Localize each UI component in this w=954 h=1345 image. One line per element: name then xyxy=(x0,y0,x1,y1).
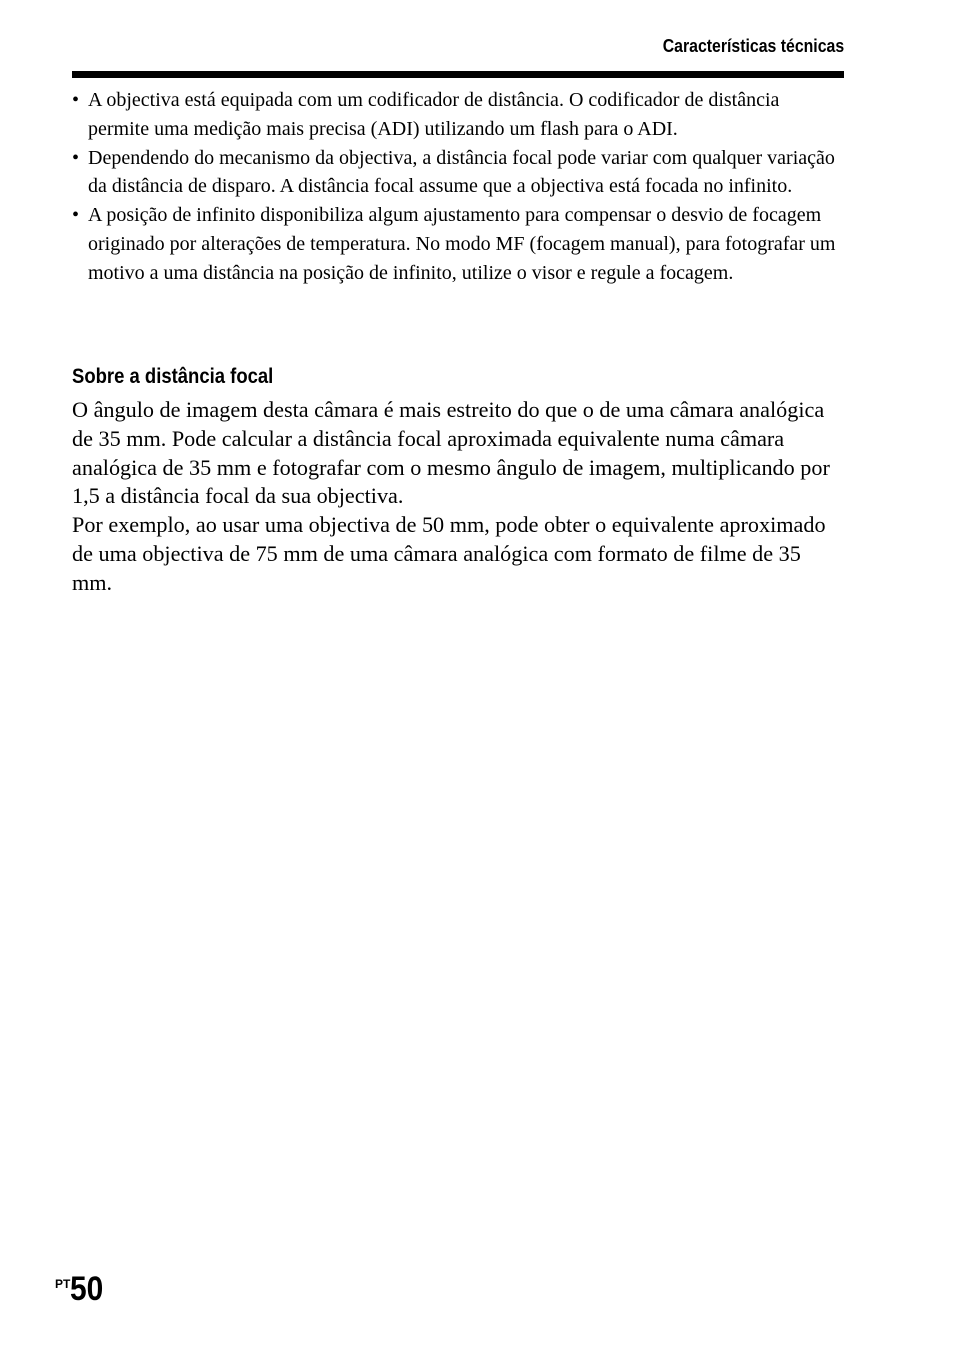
bullet-text: A objectiva está equipada com um codificador de distância. O codificador de distância permite uma medição mais precisa (ADI) utilizando um flash para o ADI. xyxy=(88,89,780,140)
bullet-text: A posição de infinito disponibiliza algum ajustamento para compensar o desvio de focagem originado por alterações de temperatura. No modo MF (focagem manual), para fotografar um motivo a uma distância na posição de infinito, utilize o visor e regule a focagem. xyxy=(88,204,836,284)
list-item xyxy=(72,201,844,287)
running-header-title: Características técnicas xyxy=(662,36,844,56)
list-item xyxy=(72,144,844,202)
language-code: PT xyxy=(55,1277,71,1291)
section-body xyxy=(72,396,844,598)
bullet-marker: • xyxy=(72,146,80,169)
body-paragraph: Por exemplo, ao usar uma objectiva de 50 mm, pode obter o equivalente aproximado de uma objectiva de 75 mm de uma câmara analógica com formato de filme de 35 mm. xyxy=(72,512,826,595)
list-item xyxy=(72,86,844,144)
page-number xyxy=(55,1270,108,1309)
header-rule xyxy=(72,71,844,78)
bullet-text: Dependendo do mecanismo da objectiva, a distância focal pode variar com qualquer variação da distância de disparo. A distância focal assume que a objectiva está focada no infinito. xyxy=(88,146,835,198)
section-heading: Sobre a distância focal xyxy=(72,365,274,388)
bullet-marker: • xyxy=(72,204,80,227)
note-bullet-list xyxy=(72,86,844,288)
bullet-marker: • xyxy=(72,89,80,111)
page-number-value: 50 xyxy=(70,1270,104,1308)
body-paragraph: O ângulo de imagem desta câmara é mais estreito do que o de uma câmara analógica de 35 mm. Pode calcular a distância focal aproximada equivalente numa câmara analógica de 35 mm e fotografar com o mesmo ângulo de imagem, multiplicando por 1,5 a distância focal da sua objectiva. xyxy=(72,397,830,509)
